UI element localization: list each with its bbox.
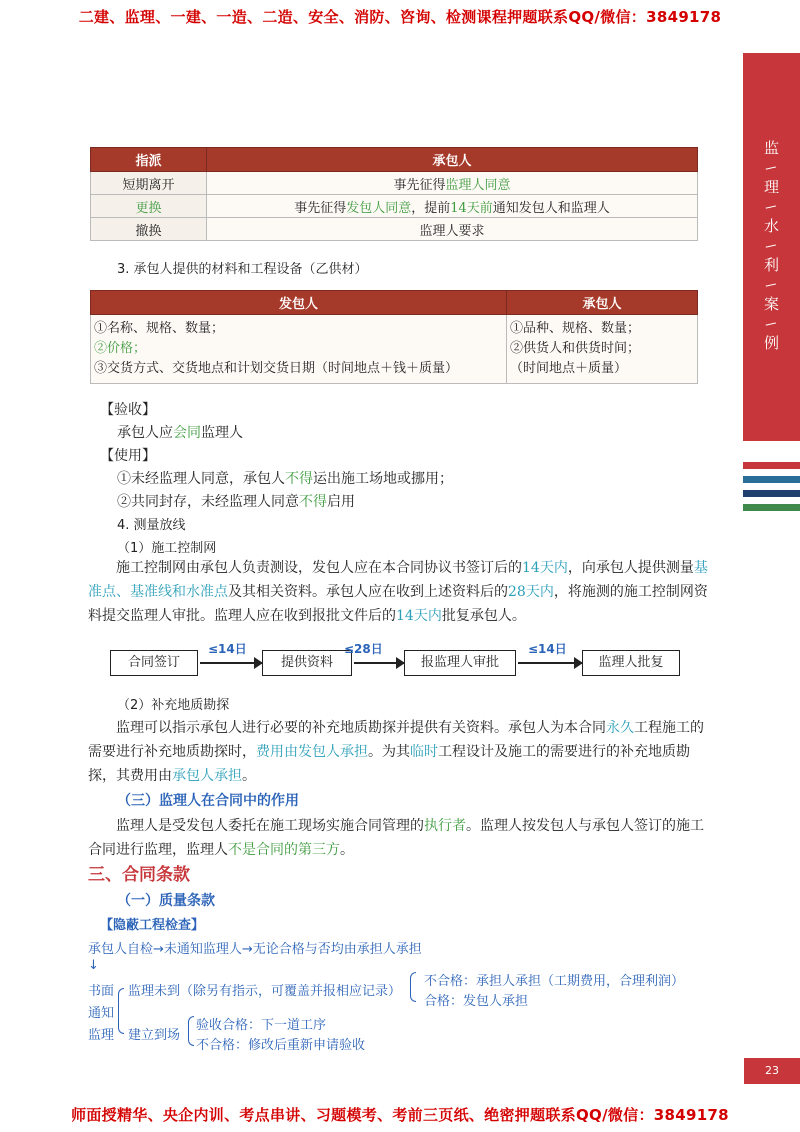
mindmap-bracket: [188, 1016, 194, 1046]
contractor-cell: ①品种、规格、数量； ②供货人和供货时间； （时间地点＋质量）: [507, 315, 698, 384]
section4-title: 4. 测量放线: [117, 518, 186, 533]
table-header: 指派: [91, 148, 207, 172]
side-sep: /: [764, 201, 779, 213]
side-char: 水: [763, 217, 779, 235]
role-title: （三）监理人在合同中的作用: [117, 793, 299, 809]
quality-terms-title: （一）质量条款: [117, 893, 215, 909]
decorative-stripes: [743, 462, 800, 518]
mindmap-left-label: 通知: [88, 1006, 115, 1021]
table-row: [91, 218, 698, 241]
flow-box: 报监理人审批: [404, 650, 516, 676]
stripe: [743, 462, 800, 469]
materials-table: [90, 290, 698, 384]
side-chapter-tab: [743, 53, 800, 441]
acceptance-line: 承包人应会同监理人: [117, 425, 243, 441]
usage-item: ②共同封存，未经监理人同意不得启用: [117, 494, 355, 510]
side-char: 例: [763, 334, 779, 352]
side-char: 利: [763, 256, 779, 274]
control-network-paragraph: 施工控制网由承包人负责测设，发包人应在本合同协议书签订后的14天内，向承包人提供测量基准点、基准线和水准点及其相关资料。承包人应在收到上述资料后的28天内，将施测的施工控制网资料提交监理人审批。监理人应在收到报批文件后的14天内批复承包人。: [88, 560, 708, 624]
assignment-table: [90, 147, 698, 241]
flow-arrow-label: ≤28日: [344, 642, 383, 656]
table-row: [91, 195, 698, 218]
side-sep: /: [764, 318, 779, 330]
role-paragraph: 监理人是受发包人委托在施工现场实施合同管理的执行者。监理人按发包人与承包人签订的施工合同进行监理，监理人不是合同的第三方。: [88, 818, 704, 858]
row-value: 事先征得监理人同意: [207, 172, 698, 195]
employer-cell: ①名称、规格、数量； ②价格； ③交货方式、交货地点和计划交货日期（时间地点＋钱＋质量）: [91, 315, 507, 384]
flow-arrow-label: ≤14日: [208, 642, 247, 656]
stripe: [743, 504, 800, 511]
mindmap-bracket: [410, 972, 416, 1002]
row-key: 撤换: [91, 218, 207, 241]
bottom-banner: 师面授精华、央企内训、考点串讲、习题模考、考前三页纸、绝密押题联系QQ/微信：3849178: [71, 1106, 729, 1124]
acceptance-label: 【验收】: [100, 402, 156, 418]
mindmap-leaf: 不合格：承担人承担（工期费用，合理利润）: [424, 974, 685, 989]
hidden-works-label: 【隐蔽工程检查】: [100, 918, 205, 933]
stripe: [743, 476, 800, 483]
usage-label: 【使用】: [100, 448, 156, 464]
flow-arrow: [354, 662, 404, 664]
stripe: [743, 490, 800, 497]
section3-title: 3. 承包人提供的材料和工程设备（乙供材）: [117, 262, 368, 277]
down-arrow-icon: ↓: [88, 958, 99, 973]
contract-terms-title: 三、合同条款: [88, 865, 190, 885]
mindmap-leaf: 合格：发包人承担: [424, 994, 529, 1009]
mindmap-branch: 建立到场: [128, 1028, 181, 1043]
mindmap-leaf: 不合格：修改后重新申请验收: [196, 1038, 366, 1053]
table-header: 承包人: [207, 148, 698, 172]
row-key: 更换: [91, 195, 207, 218]
mindmap-leaf: 验收合格：下一道工序: [196, 1018, 327, 1033]
flow-box: 合同签订: [110, 650, 198, 676]
side-char: 案: [763, 295, 779, 313]
flow-box: 提供资料: [262, 650, 352, 676]
table-row: [91, 315, 698, 384]
side-sep: /: [764, 240, 779, 252]
top-banner: 二建、监理、一建、一造、二造、安全、消防、咨询、检测课程押题联系QQ/微信：3849178: [78, 8, 722, 26]
side-char: 监: [763, 139, 779, 157]
mindmap-left-label: 书面: [88, 984, 115, 999]
table-header: 发包人: [91, 291, 507, 315]
survey-flow-diagram: [110, 642, 680, 682]
side-sep: /: [764, 162, 779, 174]
page-number: 23: [744, 1058, 800, 1084]
geology-paragraph: 监理可以指示承包人进行必要的补充地质勘探并提供有关资料。承包人为本合同永久工程施工的需要进行补充地质勘探时，费用由发包人承担。为其临时工程设计及施工的需要进行的补充地质勘探，其费用由承包人承担。: [88, 720, 704, 784]
row-value: 监理人要求: [207, 218, 698, 241]
sub2-title: （2）补充地质勘探: [117, 698, 230, 713]
usage-item: ①未经监理人同意，承包人不得运出施工场地或挪用；: [117, 471, 453, 487]
mindmap-bracket: [118, 988, 124, 1034]
mindmap-line1: 承包人自检→未通知监理人→无论合格与否均由承担人承担: [88, 942, 422, 957]
mindmap-left-label: 监理: [88, 1028, 115, 1043]
table-row: [91, 172, 698, 195]
side-sep: /: [764, 279, 779, 291]
row-value: 事先征得发包人同意，提前14天前通知发包人和监理人: [207, 195, 698, 218]
flow-arrow-label: ≤14日: [528, 642, 567, 656]
mindmap-branch: 监理未到（除另有指示，可覆盖并报相应记录）: [128, 984, 402, 999]
section4-sub1: （1）施工控制网: [117, 541, 217, 556]
side-char: 理: [763, 178, 779, 196]
flow-arrow: [200, 662, 262, 664]
flow-arrow: [518, 662, 582, 664]
table-header: 承包人: [507, 291, 698, 315]
row-key: 短期离开: [91, 172, 207, 195]
flow-box: 监理人批复: [582, 650, 680, 676]
